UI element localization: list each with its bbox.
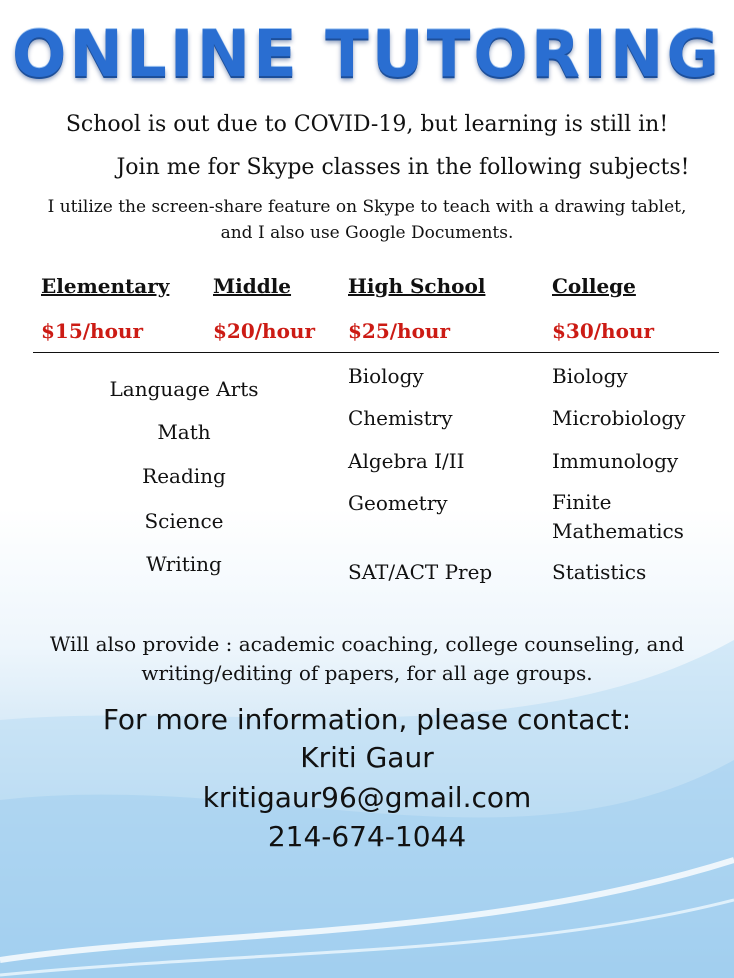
price-college: $30/hour (552, 319, 655, 343)
subject-language-arts: Language Arts (109, 377, 259, 401)
level-middle-header: Middle (213, 274, 292, 298)
subject-hs-sat-act: SAT/ACT Prep (348, 560, 493, 584)
subject-writing: Writing (146, 552, 222, 576)
subject-hs-algebra: Algebra I/II (348, 449, 465, 473)
subject-hs-biology: Biology (348, 364, 424, 388)
subject-college-finite-math: Finite Mathematics (552, 490, 684, 543)
intro-line-4: and I also use Google Documents. (220, 223, 514, 243)
subject-hs-geometry: Geometry (348, 491, 448, 515)
intro-line-3: I utilize the screen-share feature on Skype to teach with a drawing tablet, (47, 197, 687, 217)
contact-email: kritigaur96@gmail.com (202, 781, 532, 814)
services-line-2: writing/editing of papers, for all age groups. (141, 661, 593, 685)
contact-phone: 214-674-1044 (267, 820, 467, 853)
price-elementary: $15/hour (41, 319, 144, 343)
subject-science: Science (144, 509, 224, 533)
subject-college-immunology: Immunology (552, 449, 679, 473)
contact-name: Kriti Gaur (300, 741, 434, 774)
level-high-school-header: High School (348, 274, 486, 298)
price-high-school: $25/hour (348, 319, 451, 343)
subject-college-statistics: Statistics (552, 560, 647, 584)
subject-reading: Reading (142, 464, 226, 488)
subject-math: Math (157, 420, 211, 444)
page-title: ONLINE TUTORING (12, 18, 722, 92)
level-college-header: College (552, 274, 636, 298)
level-elementary-header: Elementary (41, 274, 170, 298)
intro-line-1: School is out due to COVID-19, but learning is still in! (65, 112, 669, 137)
contact-heading: For more information, please contact: (102, 703, 632, 736)
price-middle: $20/hour (213, 319, 316, 343)
subject-college-microbiology: Microbiology (552, 406, 686, 430)
intro-line-2: Join me for Skype classes in the following subjects! (116, 155, 690, 180)
subject-hs-chemistry: Chemistry (348, 406, 453, 430)
divider-rule (33, 352, 719, 353)
subject-college-biology: Biology (552, 364, 628, 388)
services-line-1: Will also provide : academic coaching, college counseling, and (49, 632, 685, 656)
